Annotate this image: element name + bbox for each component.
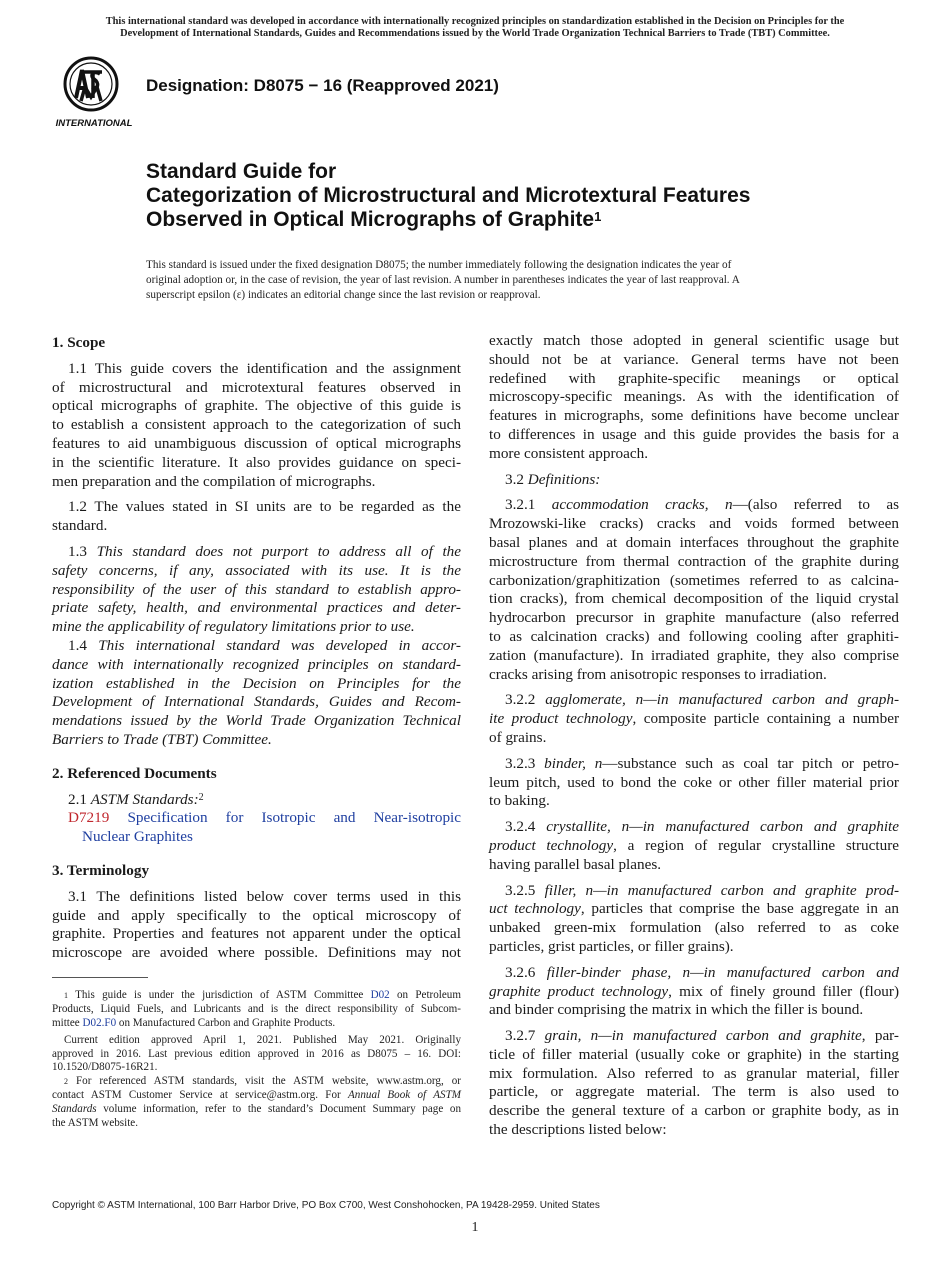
designation: Designation: D8075 − 16 (Reapproved 2021)	[146, 76, 499, 95]
left-column	[52, 332, 461, 963]
document-title	[146, 160, 906, 232]
paragraph-3-2: 3.2 Definitions:	[505, 470, 601, 488]
definition-binder: 3.2.3 binder, n—substance such as coal tar pitch or petro- leum pitch, used to bond the coke or other filler material prior to baking.	[489, 754, 900, 810]
reference-title-link[interactable]: Specification for Isotropic and Near-isotropic	[127, 809, 462, 827]
page-number: 1	[471, 1220, 479, 1235]
footnote-rule	[52, 977, 148, 978]
reference-d7219[interactable]	[52, 809, 461, 828]
definition-filler: 3.2.5 filler, n—in manufactured carbon and graphite prod- uct technology, particles that comprise the base aggregate in an unbaked green-mix formulation (also referred to as coke particles, grist particles, or filler grains).	[489, 881, 900, 955]
astm-logo	[54, 54, 134, 134]
notice-line-2: Development of International Standards, Guides and Recommendations issued by the World Trade Organization Technical Barriers to Trade (TBT) Committee.	[120, 28, 830, 39]
footnote-2: $^2$ For referenced ASTM standards, visit the ASTM website, www.astm.org, or contact ASTM Customer Service at service@astm.org. For Annual Book of ASTM Standards volume information, refer to the standard’s Document Summary page on the ASTM website.	[52, 1075, 461, 1130]
title-line-2: Categorization of Microstructural and Microtextural Features	[146, 184, 751, 207]
paragraph-1-3: 1.3 This standard does not purport to address all of the safety concerns, if any, associated with its use. It is the responsibility of the user of this standard to establish appro- priate safety, health, and environmental practices and deter- mine the applicability of regulatory limitations prior to use.	[52, 542, 462, 636]
definition-crystallite: 3.2.4 crystallite, n—in manufactured carbon and graphite product technology, a region of regular crystalline structure having parallel basal planes.	[489, 818, 900, 873]
footnote-1: $^1$ This guide is under the jurisdiction of ASTM Committee D02 on Petroleum Products, Liquid Fuels, and Lubricants and is the direct responsibility of Subcom- mittee D02.F0 on Manufactured Carbon and Graphite Products.	[52, 989, 461, 1029]
section-heading-referenced-documents: 2. Referenced Documents	[52, 764, 217, 782]
title-footnote-mark: 1	[594, 209, 602, 224]
paragraph-3-1: 3.1 The definitions listed below cover terms used in this guide and apply specifically to the optical microscopy of graphite. Properties and features not apparent under the optical microscope are avoided where possible. Definitions may not	[52, 887, 461, 962]
definition-grain: 3.2.7 grain, n—in manufactured carbon and graphite, par- ticle of filler material (usually coke or graphite) in the starting mix formulation. Also referred to as granular material, filler particle, or aggregate material. The term is also used to describe the general texture of a carbon or graphite body, as in the descriptions listed below:	[489, 1027, 899, 1139]
paragraph-1-2: 1.2 The values stated in SI units are to be regarded as the standard.	[52, 498, 461, 535]
copyright-line: Copyright © ASTM International, 100 Barr Harbor Drive, PO Box C700, West Conshohocken, PA 19428-2959. United States	[52, 1200, 600, 1211]
paragraph-1-4: 1.4 This international standard was developed in accor- dance with internationally recognized principles on standard- ization established in the Decision on Principles for the Development of International Standards, Guides and Recom- mendations issued by the World Trade Organization Technical Barriers to Trade (TBT) Committee.	[52, 636, 461, 748]
tbt-notice	[30, 16, 920, 40]
title-line-1: Standard Guide for	[146, 160, 337, 183]
paragraph-1-1: 1.1 This guide covers the identification and the assignment of microstructural and microtextural features observed in optical micrographs of graphite. The objective of this guide is to establish a consistent approach to the categorization of such features to aid unambiguous discussion of optical micrographs in the scientific literature. It also provides guidance on speci- men preparation and the compilation of micrographs.	[52, 359, 461, 490]
footnote-edition: Current edition approved April 1, 2021. Published May 2021. Originally approved in 2016. Last previous edition approved in 2016 as D8075 – 16. DOI: 10.1520/D8075-16R21.	[52, 1033, 461, 1074]
title-line-3: Observed in Optical Micrographs of Graphite$^1$	[146, 208, 602, 231]
section-heading-scope: 1. Scope	[52, 334, 106, 351]
issuance-note: This standard is issued under the fixed designation D8075; the number immediately following the designation indicates the year of original adoption or, in the case of revision, the year of last revision. A number in parentheses indicates the year of last reapproval. A superscript epsilon (ε) indicates an editorial change since the last revision or reapproval.	[146, 259, 740, 301]
right-column	[489, 332, 899, 1140]
footnotes	[52, 989, 461, 1131]
notice-line-1: This international standard was developed in accordance with internationally recognized principles on standardization established in the Decision on Principles for the	[105, 16, 845, 27]
committee-d02-link[interactable]: D02	[370, 989, 390, 1001]
reference-title-link-cont[interactable]: Nuclear Graphites	[82, 828, 193, 846]
astm-logo-icon	[54, 54, 134, 134]
definition-accommodation-cracks: 3.2.1 accommodation cracks, n—(also referred to as Mrozowski-like cracks) cracks and voids formed between basal planes and at domain interfaces throughout the graphite microstructure from thermal contraction of the graphite during carbonization/graphitization (sometimes referred to as calcina- tion cracks), from chemical decomposition of the liquid crystal hydrocarbon precursor in graphite manufacture (also referred to as calcination cracks) and following cooling after graphiti- zation (manufacture). In irradiated graphite, they also comprise cracks arising from anisotropic responses to irradiation.	[489, 496, 899, 683]
subcommittee-d02-f0-link[interactable]: D02.F0	[82, 1016, 117, 1029]
section-heading-terminology: 3. Terminology	[52, 861, 150, 879]
paragraph-3-1-continued: exactly match those adopted in general scientific usage but should not be at variance. General terms have not been redefined with graphite-specific meanings or optical microscopy-specific meanings. As with the identification of features in micrographs, some definitions have become unclear to differences in usage and this guide provides the basis for a more consistent approach.	[489, 332, 899, 462]
definition-filler-binder-phase: 3.2.6 filler-binder phase, n—in manufactured carbon and graphite product technology, mix of finely ground filler (flour) and binder comprising the matrix in which the filler is bound.	[489, 963, 899, 1019]
logo-subtitle: INTERNATIONAL	[55, 118, 133, 129]
definition-agglomerate: 3.2.2 agglomerate, n—in manufactured carbon and graph- ite product technology, composite particle containing a number of grains.	[489, 691, 899, 746]
paragraph-2-1: 2.1 ASTM Standards:$^2$	[68, 790, 204, 808]
reference-code-link[interactable]: D7219	[68, 809, 110, 827]
